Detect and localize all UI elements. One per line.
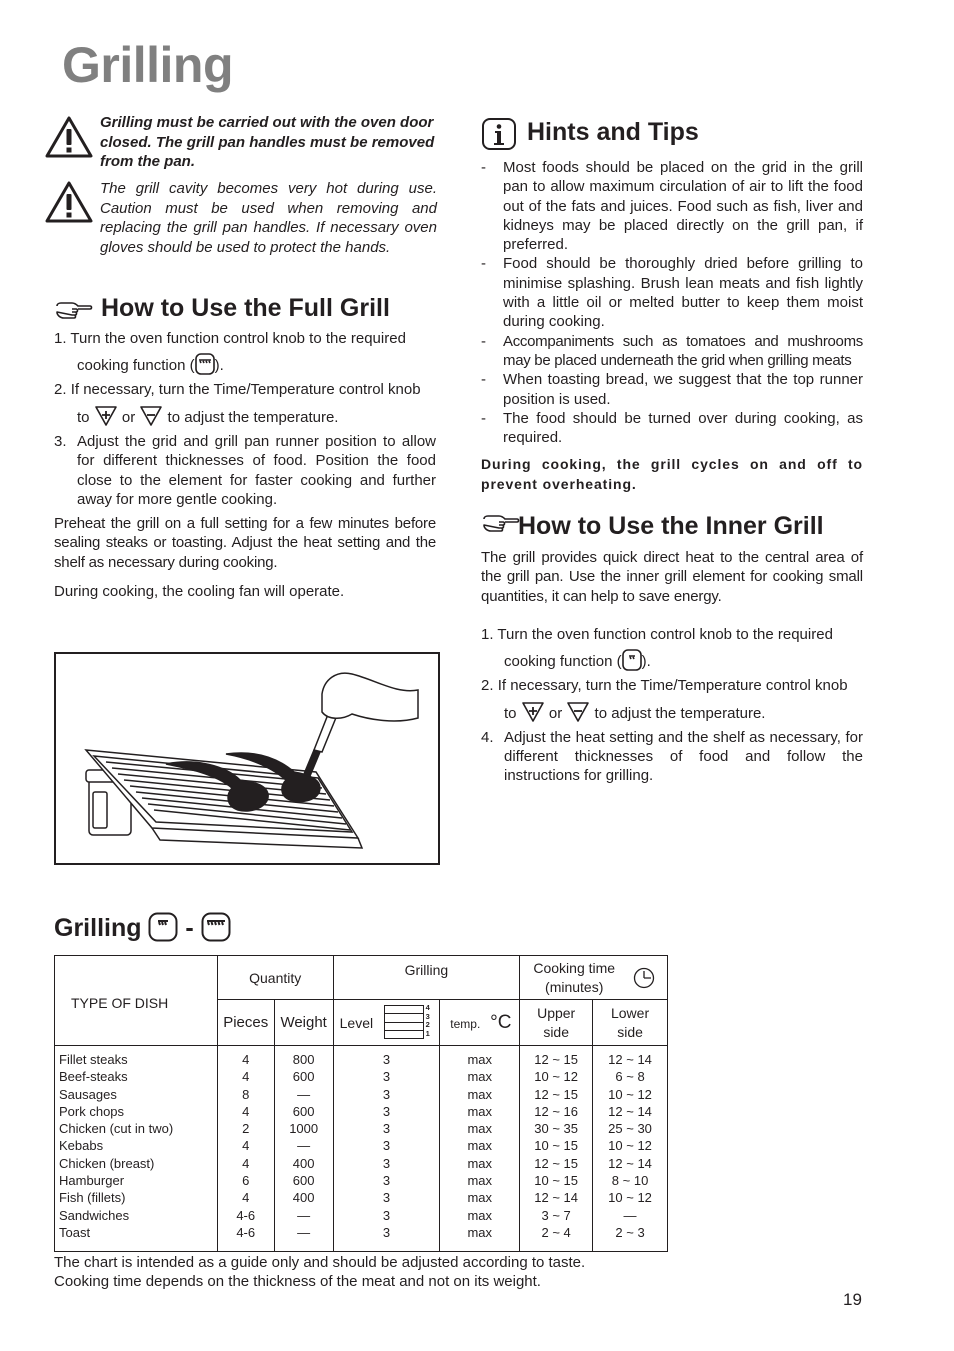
- cell-upper: 30 ~ 35: [534, 1121, 579, 1137]
- header-temp: [440, 1000, 520, 1046]
- page-number: 19: [843, 1290, 862, 1309]
- header-weight: [274, 1000, 333, 1046]
- grilling-table-heading: [54, 912, 231, 943]
- grill-function-icon: [201, 912, 231, 942]
- col-level: [333, 1046, 440, 1252]
- cell-upper: 12 ~ 16: [534, 1103, 579, 1119]
- level-number: 2: [425, 1020, 430, 1030]
- clock-icon: [633, 967, 655, 989]
- cell-level: 3: [382, 1069, 391, 1085]
- cell-temp: max: [467, 1086, 493, 1102]
- header-text: Lower side: [610, 1004, 650, 1040]
- cell-dish: Pork chops: [59, 1103, 125, 1119]
- cell-lower: 10 ~ 12: [608, 1086, 652, 1102]
- cell-pieces: 4: [242, 1190, 250, 1206]
- minus-knob-icon: [139, 405, 163, 427]
- celsius-unit: °C: [490, 1011, 512, 1033]
- warning-icon: [45, 116, 93, 158]
- cell-weight: 800: [292, 1052, 315, 1067]
- cell-pieces: 4: [242, 1069, 250, 1085]
- cell-lower: 25 ~ 30: [608, 1121, 652, 1137]
- step-item: [481, 701, 863, 728]
- header-text: temp.: [450, 1016, 481, 1031]
- cell-pieces: 4: [242, 1138, 250, 1154]
- cell-pieces: 4: [242, 1103, 250, 1119]
- cell-dish: Beef-steaks: [59, 1069, 128, 1085]
- hints-note: During cooking, the grill cycles on and off to prevent overheating.: [481, 456, 863, 492]
- minus-knob-icon: [566, 701, 590, 723]
- cell-temp: max: [467, 1138, 493, 1154]
- cell-level: 3: [382, 1052, 391, 1067]
- step-number: 1.: [481, 625, 494, 643]
- header-lower-side: [593, 1000, 668, 1046]
- hint-text: Food should be thoroughly dried before grilling to minimise splashing. Brush lean meats and fish lightly with a little oil or melted butter to keep them moist during cooking.: [503, 255, 863, 331]
- list-item: [481, 370, 863, 409]
- cell-dish: Fillet steaks: [59, 1052, 128, 1067]
- header-text: Cooking time (minutes): [533, 959, 616, 995]
- list-item: [481, 332, 863, 371]
- header-quantity: [217, 956, 333, 1000]
- cell-temp: max: [467, 1173, 493, 1189]
- hand-pointer-icon: [481, 513, 521, 537]
- cell-dish: Hamburger: [59, 1173, 125, 1189]
- hints-list: [481, 158, 863, 494]
- cell-level: 3: [382, 1103, 391, 1119]
- cell-upper: 10 ~ 15: [534, 1138, 579, 1154]
- hint-text: The food should be turned over during cooking, as required.: [503, 409, 863, 447]
- cell-temp: max: [467, 1190, 493, 1206]
- cell-temp: max: [467, 1069, 493, 1085]
- step-number: 1.: [54, 330, 67, 347]
- table-heading-text: Grilling: [54, 914, 142, 942]
- full-grill-heading: How to Use the Full Grill: [101, 294, 390, 322]
- cell-lower: 10 ~ 12: [608, 1190, 652, 1206]
- full-grill-para: Preheat the grill on a full setting for a few minutes before sealing steaks or toasting. Adjust the heat setting and the shelf as necessary during cooking.: [54, 515, 436, 571]
- bullet-dash: -: [481, 409, 486, 427]
- footnote-line: Cooking time depends on the thickness of the meat and not on its weight.: [54, 1273, 541, 1291]
- cell-level: 3: [382, 1155, 391, 1171]
- cell-upper: 10 ~ 15: [534, 1173, 579, 1189]
- header-cooking-time: [520, 956, 668, 1000]
- step-text: or: [548, 704, 563, 722]
- full-grill-steps: [54, 329, 436, 601]
- step-text: cooking function (: [77, 357, 195, 374]
- cell-upper: 12 ~ 15: [534, 1155, 579, 1171]
- bullet-dash: -: [481, 255, 486, 273]
- step-text: to: [77, 409, 90, 426]
- cell-weight: 400: [292, 1190, 315, 1206]
- cell-temp: max: [467, 1155, 493, 1171]
- cell-temp: max: [467, 1121, 493, 1137]
- grill-function-icon: [148, 912, 178, 942]
- header-text: Grilling: [404, 962, 449, 978]
- hint-text: When toasting bread, we suggest that the top runner position is used.: [503, 371, 863, 408]
- cell-dish: Fish (fillets): [59, 1190, 126, 1206]
- list-item: [481, 254, 863, 331]
- cell-dish: Sausages: [59, 1086, 117, 1102]
- step-text: to: [504, 704, 517, 722]
- header-pieces: [217, 1000, 274, 1046]
- cell-temp: max: [467, 1207, 493, 1223]
- cell-dish: Kebabs: [59, 1138, 104, 1154]
- step-item: [481, 676, 863, 701]
- cell-temp: max: [467, 1224, 493, 1240]
- header-grilling: [333, 956, 520, 1000]
- warning-icon: [45, 181, 93, 223]
- step-item: [54, 380, 436, 405]
- cell-upper: 3 ~ 7: [541, 1207, 571, 1223]
- cell-lower: 10 ~ 12: [608, 1138, 652, 1154]
- step-item: [54, 353, 436, 377]
- step-number: 4.: [481, 728, 494, 746]
- info-icon: [481, 117, 517, 151]
- cell-level: 3: [382, 1224, 391, 1240]
- level-number: 4: [425, 1003, 430, 1012]
- step-text: cooking function (: [504, 652, 622, 670]
- list-item: [481, 409, 863, 448]
- cell-upper: 12 ~ 15: [534, 1052, 579, 1067]
- header-type-of-dish: [55, 956, 218, 1046]
- full-grill-para: During cooking, the cooling fan will operate.: [54, 583, 345, 601]
- cell-dish: Sandwiches: [59, 1207, 130, 1223]
- cell-level: 3: [382, 1207, 391, 1223]
- step-text: to adjust the temperature.: [594, 704, 766, 722]
- step-item: [54, 432, 436, 509]
- step-text: ).: [641, 652, 651, 670]
- cell-pieces: 4-6: [236, 1207, 256, 1223]
- step-number: 2.: [54, 381, 67, 398]
- col-lower: [593, 1046, 668, 1252]
- warning-text-bold: Grilling must be carried out with the oven door closed. The grill pan handles must be removed from the pan.: [100, 114, 435, 170]
- header-text: Pieces: [223, 1014, 269, 1031]
- step-item: [481, 728, 863, 786]
- bullet-dash: -: [481, 332, 486, 350]
- table-heading-dash: -: [185, 914, 194, 942]
- footnote-line: The chart is intended as a guide only and should be adjusted according to taste.: [54, 1254, 586, 1271]
- step-text: If necessary, turn the Time/Temperature control knob: [497, 676, 848, 694]
- header-text: Level: [339, 1014, 374, 1031]
- cell-weight: —: [297, 1207, 311, 1223]
- cell-lower: 8 ~ 10: [611, 1173, 649, 1189]
- cell-weight: 1000: [289, 1121, 319, 1137]
- header-level: [333, 1000, 440, 1046]
- step-number: 2.: [481, 676, 494, 694]
- cell-pieces: 4: [242, 1155, 250, 1171]
- step-text: or: [121, 409, 136, 426]
- cell-temp: max: [467, 1052, 493, 1067]
- cell-lower: 2 ~ 3: [615, 1224, 645, 1240]
- cell-weight: 400: [292, 1155, 315, 1171]
- col-temp: [440, 1046, 520, 1252]
- hints-heading: Hints and Tips: [527, 118, 699, 146]
- cell-pieces: 4: [242, 1052, 250, 1067]
- cell-level: 3: [382, 1173, 391, 1189]
- cell-level: 3: [382, 1138, 391, 1154]
- col-upper: [520, 1046, 593, 1252]
- grill-pan-drawing: [56, 654, 438, 863]
- step-text: Turn the oven function control knob to the required: [497, 625, 833, 643]
- cell-weight: 600: [292, 1173, 315, 1189]
- cell-lower: —: [623, 1207, 637, 1223]
- step-item: [481, 649, 863, 673]
- cell-dish: Chicken (cut in two): [59, 1121, 174, 1137]
- bullet-dash: -: [481, 371, 486, 389]
- inner-grill-intro: The grill provides quick direct heat to the central area of the grill pan. Use the inner grill element for cooking small quantities, it can help to save energy.: [481, 549, 863, 605]
- grill-pan-illustration: [54, 652, 440, 865]
- plus-knob-icon: [94, 405, 118, 427]
- header-text: Weight: [280, 1014, 327, 1031]
- cell-pieces: 2: [242, 1121, 250, 1137]
- warning-text-italic: The grill cavity becomes very hot during use. Caution must be used when removing and replacing the grill pan handles. If necessary oven gloves should be used to protect the hands.: [100, 180, 437, 256]
- plus-knob-icon: [521, 701, 545, 723]
- table-body-row: [55, 1046, 668, 1252]
- step-text: Turn the oven function control knob to the required: [70, 330, 406, 347]
- step-number: 3.: [54, 433, 67, 450]
- step-text: to adjust the temperature.: [167, 409, 339, 426]
- bullet-dash: -: [481, 159, 486, 176]
- inner-grill-section: [481, 548, 863, 786]
- cell-upper: 12 ~ 15: [534, 1086, 579, 1102]
- hint-text: Most foods should be placed on the grid in the grill pan to allow maximum circulation of air to lift the food out of the fats and juices. Food such as fish, liver and kidneys may be placed directly on the grill pan, if preferred.: [503, 159, 863, 254]
- shelf-level-icon: [384, 1003, 430, 1039]
- step-text: Adjust the grid and grill pan runner position to allow for different thicknesses of food. Position the food close to the element for faster cooking and further away for more gentle cooking.: [77, 433, 436, 508]
- grill-function-icon: [622, 649, 642, 671]
- cell-level: 3: [382, 1121, 391, 1137]
- step-text: Adjust the heat setting and the shelf as necessary, for different thicknesses of food and follow the instructions for grilling.: [504, 728, 863, 785]
- col-dish: [55, 1046, 218, 1252]
- cell-pieces: 6: [242, 1173, 250, 1189]
- cell-upper: 12 ~ 14: [534, 1190, 579, 1206]
- col-weight: [274, 1046, 333, 1252]
- cell-upper: 2 ~ 4: [541, 1224, 571, 1240]
- step-text: ).: [214, 357, 224, 374]
- inner-grill-heading: How to Use the Inner Grill: [518, 512, 824, 540]
- table-footnote: [54, 1253, 585, 1292]
- cell-level: 3: [382, 1190, 391, 1206]
- cell-weight: 600: [292, 1069, 315, 1085]
- cell-lower: 12 ~ 14: [608, 1155, 652, 1171]
- hint-text: Accompaniments such as tomatoes and mushrooms may be placed underneath the grid when grilling meats: [503, 332, 863, 369]
- step-item: [54, 405, 436, 432]
- level-number: 1: [425, 1028, 430, 1038]
- level-number: 3: [425, 1011, 430, 1021]
- cell-weight: 600: [292, 1103, 315, 1119]
- step-text: If necessary, turn the Time/Temperature control knob: [70, 381, 421, 398]
- cell-lower: 6 ~ 8: [615, 1069, 645, 1085]
- header-text: Upper side: [537, 1004, 576, 1040]
- cell-weight: —: [297, 1138, 311, 1154]
- cell-lower: 12 ~ 14: [608, 1103, 652, 1119]
- cell-dish: Toast: [59, 1224, 91, 1240]
- header-text: TYPE OF DISH: [71, 994, 169, 1011]
- cell-lower: 12 ~ 14: [608, 1052, 652, 1067]
- cell-weight: —: [297, 1224, 311, 1240]
- cell-upper: 10 ~ 12: [534, 1069, 579, 1085]
- page-title: Grilling: [62, 37, 233, 93]
- cell-pieces: 4-6: [236, 1224, 256, 1240]
- header-upper-side: [520, 1000, 593, 1046]
- grill-function-icon: [195, 353, 215, 375]
- header-text: Quantity: [249, 969, 302, 986]
- cell-weight: —: [297, 1086, 311, 1102]
- grilling-table: [54, 955, 668, 1252]
- col-pieces: [217, 1046, 274, 1252]
- cell-temp: max: [467, 1103, 493, 1119]
- cell-level: 3: [382, 1086, 391, 1102]
- cell-pieces: 8: [242, 1086, 250, 1102]
- hand-pointer-icon: [54, 300, 94, 324]
- cell-dish: Chicken (breast): [59, 1155, 155, 1171]
- list-item: [481, 158, 863, 254]
